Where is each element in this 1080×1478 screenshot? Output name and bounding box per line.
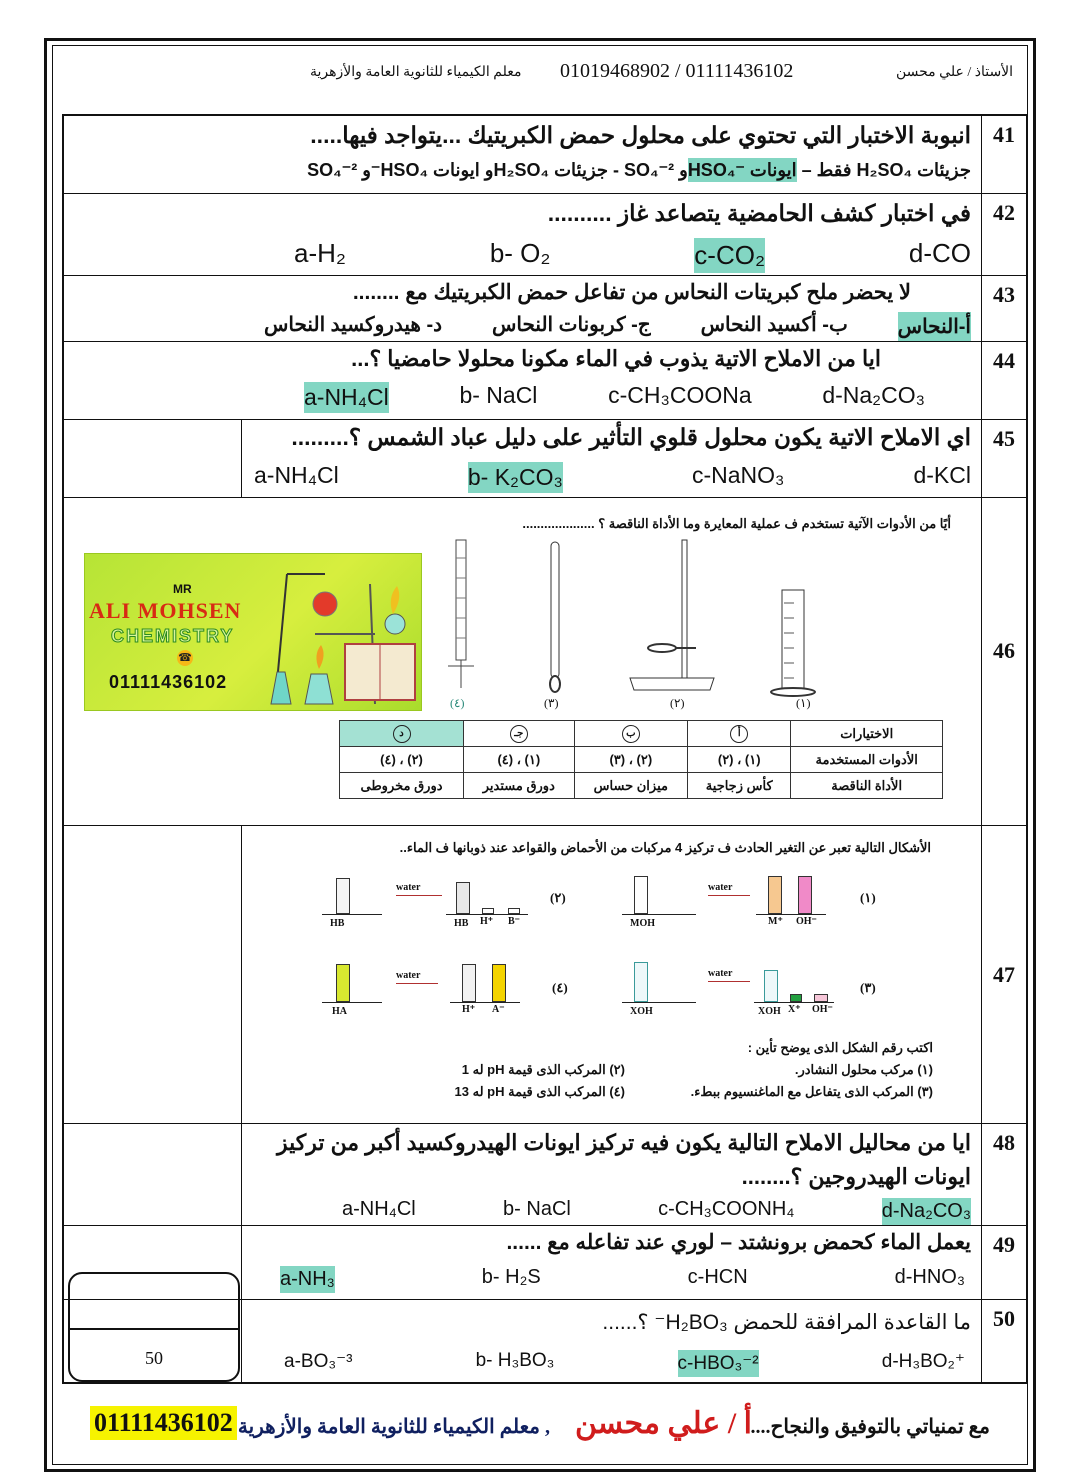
choices-table <box>339 720 943 799</box>
fig3-after-label-2: X⁺ <box>788 1004 801 1015</box>
option-b[interactable]: b- H₃BO₃ <box>475 1350 555 1371</box>
option-b-selected-part2[interactable]: HSO₄⁻ <box>687 160 745 180</box>
choice-d-label: د <box>393 725 411 743</box>
logo-phone: 01111436102 <box>109 672 228 692</box>
choice-a-label: أ <box>730 725 748 743</box>
footer-wish: مع تمنياتي بالتوفيق والنجاح.... <box>750 1416 990 1438</box>
prompt-item-4: (٤) المركب الذى قيمة pH له 13 <box>454 1084 625 1099</box>
option-d[interactable]: d-Na₂CO₃ <box>822 382 925 408</box>
row-header-tools: الأدوات المستخدمة <box>791 747 943 773</box>
question-text: يعمل الماء كحمض برونشتد – لوري عند تفاعله مع ...... <box>506 1231 971 1254</box>
choice-a-missing: كأس زجاجية <box>688 773 791 799</box>
choice-b-missing: ميزان حساس <box>574 773 687 799</box>
option-b-selected-part1[interactable]: ايونات <box>744 160 797 180</box>
question-number: 41 <box>981 116 1026 193</box>
fig3-after-label-3: OH⁻ <box>812 1004 833 1015</box>
choice-b[interactable] <box>574 721 687 747</box>
question-row-48 <box>64 1124 1026 1226</box>
question-number: 46 <box>981 498 1026 825</box>
option-d[interactable]: d-CO <box>908 238 971 268</box>
option-b[interactable]: b- NaCl <box>459 382 538 408</box>
fig4-number: (٤) <box>552 980 568 995</box>
row-header-missing: الأداة الناقصة <box>791 773 943 799</box>
choice-d-tools: (٢) ، (٤) <box>340 747 464 773</box>
fig3-after-label-1: XOH <box>758 1006 781 1017</box>
option-a[interactable]: a-NH₄Cl <box>342 1198 416 1220</box>
fig4-before-label: HA <box>332 1006 347 1017</box>
option-b[interactable]: b- H₂S <box>481 1266 541 1288</box>
option-b[interactable]: b- O₂ <box>489 238 551 268</box>
option-d[interactable]: d-KCl <box>913 462 971 488</box>
question-row-44 <box>64 342 1026 420</box>
tool-label-4: (٤) <box>450 696 465 710</box>
question-number: 48 <box>981 1124 1026 1225</box>
question-row-41 <box>64 116 1026 194</box>
option-c-selected[interactable]: c-HBO₃⁻² <box>678 1350 759 1377</box>
figure-4 <box>322 964 568 1026</box>
question-number: 44 <box>981 342 1026 419</box>
question-text-line-1: ايا من محاليل الاملاح التالية يكون فيه تركيز ايونات الهيدروكسيد أكبر من تركيز <box>276 1130 971 1155</box>
question-row-47 <box>64 826 1026 1124</box>
question-number: 50 <box>981 1300 1026 1382</box>
fig2-after-label-3: B⁻ <box>508 916 520 927</box>
fig1-arrow-label: water <box>708 882 733 893</box>
question-number: 43 <box>981 276 1026 341</box>
questions-table <box>62 114 1028 1384</box>
fig2-before-label: HB <box>330 918 345 929</box>
fig2-after-label-1: HB <box>454 918 469 929</box>
tool-label-3: (٣) <box>544 696 559 710</box>
choice-c-tools: (١) ، (٤) <box>464 747 575 773</box>
page-footer <box>60 1402 1020 1448</box>
logo-name: ALI MOHSEN <box>89 598 242 623</box>
lab-tools-figure <box>434 538 854 716</box>
left-margin-cell <box>64 1124 242 1225</box>
lab-glassware-illustration <box>265 554 422 711</box>
choice-d-selected[interactable] <box>340 721 464 747</box>
phone-icon: ☎ <box>178 652 192 664</box>
option-b[interactable]: ب- أكسيد النحاس <box>700 314 848 336</box>
footer-phone: 01111436102 <box>90 1406 237 1440</box>
option-a-selected[interactable]: a-NH₄Cl <box>304 382 389 413</box>
choice-a-tools: (١) ، (٢) <box>688 747 791 773</box>
footer-teacher-name: أ / علي محسن <box>574 1407 752 1440</box>
left-margin-cell <box>64 826 242 1123</box>
option-c-selected[interactable]: c-CO₂ <box>694 238 765 273</box>
teacher-logo <box>84 553 422 711</box>
fig4-after-label-1: H⁺ <box>462 1004 476 1015</box>
question-number: 47 <box>981 826 1026 1123</box>
question-text: اي الاملاح الاتية يكون محلول قلوي التأثير على دليل عباد الشمس ؟......... <box>291 424 971 450</box>
fig3-arrow-label: water <box>708 968 733 979</box>
fig4-arrow-label: water <box>396 970 421 981</box>
choice-c-label: جـ <box>510 725 528 743</box>
option-c[interactable]: c-CH₃COONa <box>608 382 752 408</box>
option-c[interactable]: c-NaNO₃ <box>691 462 785 488</box>
option-c[interactable]: ج- كربونات النحاس <box>491 314 651 336</box>
choice-a[interactable] <box>688 721 791 747</box>
fig3-number: (٣) <box>860 980 876 995</box>
question-text-line-2: ايونات الهيدروجين ؟........ <box>741 1164 971 1189</box>
question-row-45 <box>64 420 1026 498</box>
header-phones: 01019468902 / 01111436102 <box>560 60 794 82</box>
choice-b-label: ب <box>622 725 640 743</box>
fig4-after-label-2: A⁻ <box>492 1004 505 1015</box>
choice-b-tools: (٢) ، (٣) <box>574 747 687 773</box>
prompt-item-3: (٣) المركب الذى يتفاعل مع الماغنسيوم ببطء. <box>690 1084 933 1099</box>
prompt-item-2: (٢) المركب الذى قيمة pH له 1 <box>461 1062 625 1077</box>
question-text: الأشكال التالية تعبر عن التغير الحادث ف تركيز 4 مركبات من الأحماض والقواعد عند ذوبانها ف الماء.. <box>399 840 931 855</box>
left-margin-cell <box>64 420 242 497</box>
question-text: ايا من الاملاح الاتية يذوب في الماء مكونا محلولا حامضيا ؟... <box>351 346 881 371</box>
figure-3 <box>622 962 882 1026</box>
fig2-number: (٢) <box>550 890 566 905</box>
question-options-line[interactable] <box>307 160 971 181</box>
option-a-selected[interactable]: أ-النحاس <box>898 312 971 341</box>
option-a[interactable]: a-BO₃⁻³ <box>284 1351 353 1372</box>
tool-label-1: (١) <box>796 696 811 710</box>
option-a[interactable]: a-H₂ <box>294 238 346 268</box>
fig1-before-label: MOH <box>630 918 655 929</box>
page-header <box>60 58 1020 90</box>
fig2-arrow-label: water <box>396 882 421 893</box>
lab-tools-drawing <box>434 538 854 698</box>
logo-subject: CHEMISTRY <box>111 626 235 646</box>
choice-d-missing: دورق مخروطى <box>340 773 464 799</box>
question-text: ما القاعدة المرافقة للحمض H₂BO₃⁻ ؟...... <box>602 1311 971 1334</box>
option-d-selected[interactable]: d-Na₂CO₃ <box>882 1198 971 1225</box>
option-a[interactable]: جزيئات H₂SO₄ فقط – <box>796 160 971 180</box>
score-divider <box>70 1328 238 1330</box>
score-box <box>68 1272 240 1382</box>
header-teacher: الأستاذ / علي محسن <box>896 65 1014 80</box>
question-prompt: اكتب رقم الشكل الذى يوضح تأين : <box>747 1040 933 1055</box>
figure-1 <box>622 876 882 938</box>
option-c[interactable]: c-HCN <box>687 1266 748 1288</box>
option-d[interactable]: d-H₃BO₂⁺ <box>881 1351 965 1372</box>
question-number: 45 <box>981 420 1026 497</box>
question-row-46 <box>64 498 1026 826</box>
option-a[interactable]: a-NH₄Cl <box>254 462 339 488</box>
fig1-number: (١) <box>860 890 876 905</box>
question-text: أيًا من الأدوات الآتية تستخدم ف عملية المعايرة وما الأداة الناقصة ؟ .................... <box>522 516 951 531</box>
option-b-selected[interactable]: b- K₂CO₃ <box>468 462 563 493</box>
question-row-42 <box>64 194 1026 276</box>
option-d[interactable]: d-HNO₃ <box>894 1266 965 1288</box>
question-number: 42 <box>981 194 1026 275</box>
fig3-before-label: XOH <box>630 1006 653 1017</box>
choice-c-missing: دورق مستدير <box>464 773 575 799</box>
question-text: انبوبة الاختبار التي تحتوي على محلول حمض الكبريتيك ...يتواجد فيها..... <box>310 122 971 148</box>
option-c[interactable]: c-CH₃COONH₄ <box>658 1198 795 1220</box>
option-d[interactable]: د- هيدروكسيد النحاس <box>264 314 443 336</box>
row-header-choices: الاختيارات <box>791 721 943 747</box>
header-subtitle: معلم الكيمياء للثانوية العامة والأزهرية <box>310 65 522 80</box>
fig2-after-label-2: H⁺ <box>480 916 494 927</box>
question-row-43 <box>64 276 1026 342</box>
fig1-after-label-2: OH⁻ <box>796 916 817 927</box>
score-total: 50 <box>145 1348 163 1368</box>
fig1-after-label-1: M⁺ <box>768 916 783 927</box>
figure-2 <box>322 878 566 938</box>
option-rest[interactable]: و SO₄⁻² - جزيئات H₂SO₄و ايونات HSO₄⁻و SO₄⁻² <box>307 160 688 180</box>
question-number: 49 <box>981 1226 1026 1299</box>
option-a-selected[interactable]: a-NH₃ <box>280 1266 335 1293</box>
question-text: لا يحضر ملح كبريتات النحاس من تفاعل حمض الكبريتيك مع ........ <box>352 281 911 304</box>
option-b[interactable]: b- NaCl <box>503 1198 571 1220</box>
tool-label-2: (٢) <box>670 696 685 710</box>
logo-mr: MR <box>173 582 192 596</box>
question-text: في اختبار كشف الحامضية يتصاعد غاز .......... <box>547 200 971 226</box>
choice-c[interactable] <box>464 721 575 747</box>
footer-role: , معلم الكيمياء للثانوية العامة والأزهرية <box>237 1416 550 1438</box>
prompt-item-1: (١) مركب محلول النشادر. <box>794 1062 933 1077</box>
